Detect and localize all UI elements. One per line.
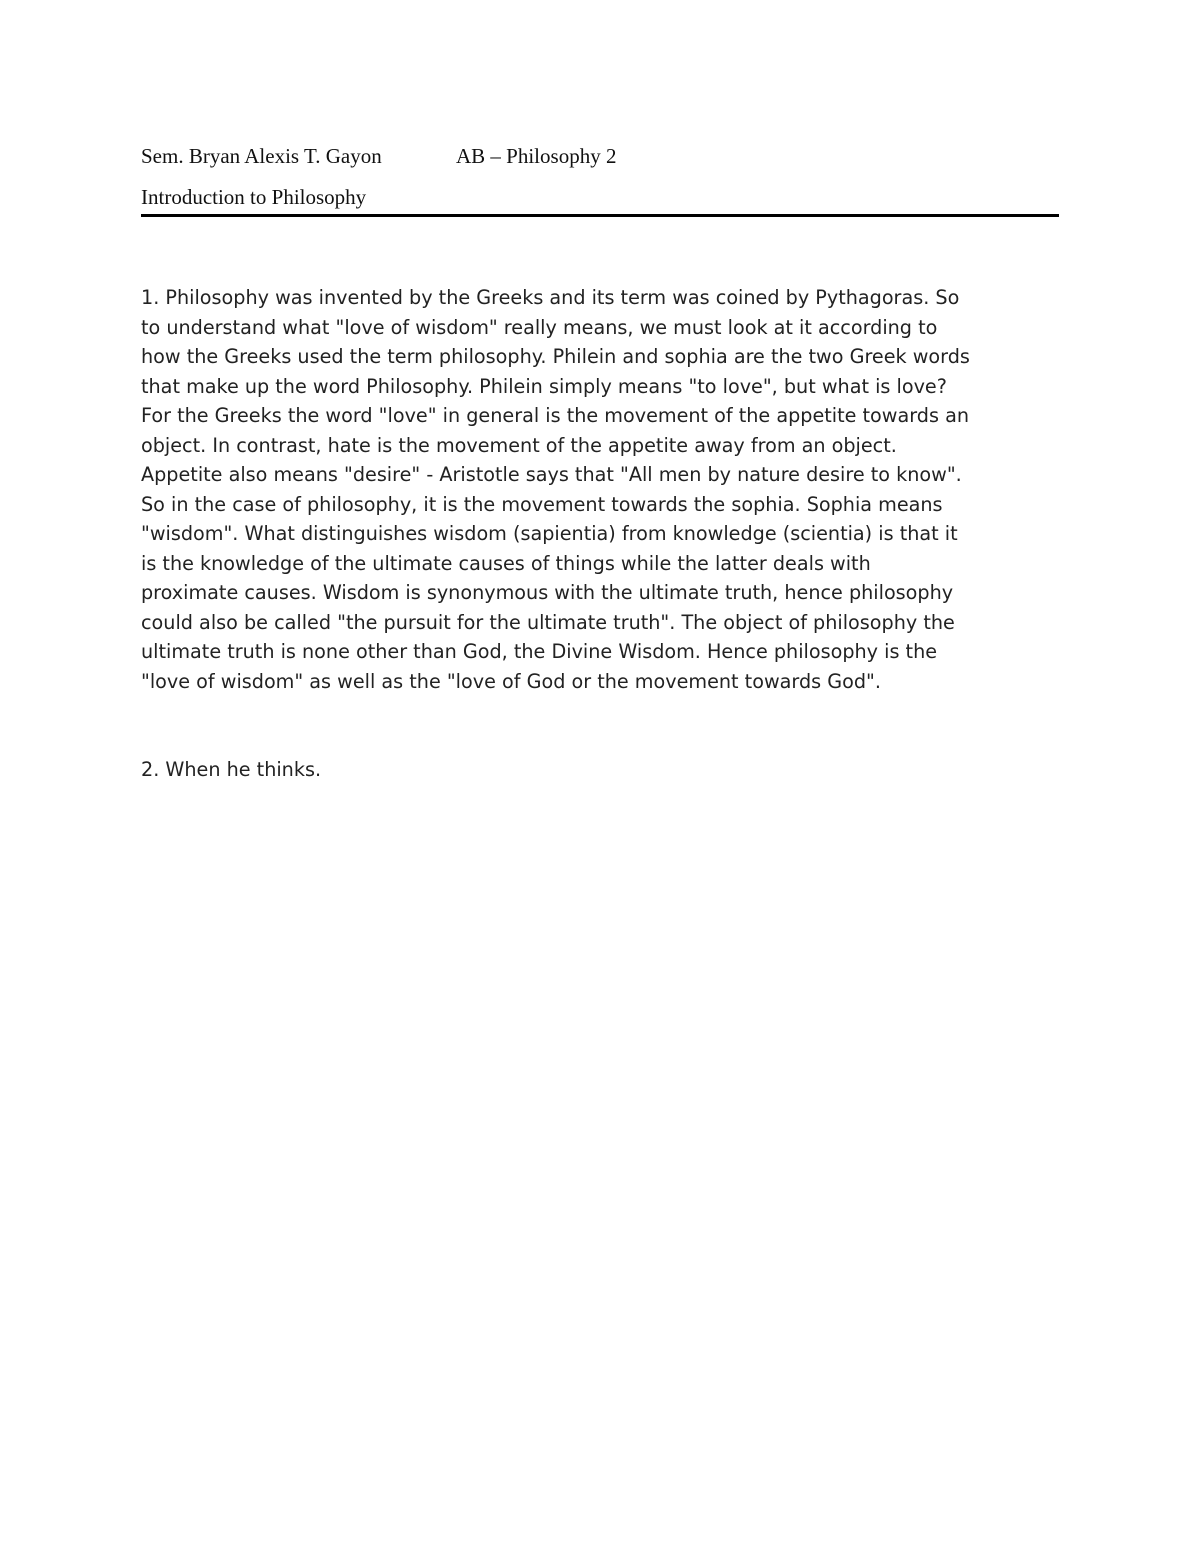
answer-2-paragraph: 2. When he thinks.	[141, 758, 322, 781]
course-label: AB – Philosophy 2	[456, 144, 617, 168]
subject-title: Introduction to Philosophy	[141, 185, 367, 209]
header-line-1	[141, 140, 1059, 174]
header-divider	[141, 214, 1059, 217]
answer-1-paragraph: 1. Philosophy was invented by the Greeks and its term was coined by Pythagoras. So to understand what "love of wisdom" really means, we must look at it according to how the Greeks used the term philosophy. Philein and sophia are the two Greek words that make up the word Philosophy. Philein simply means "to love", but what is love? For the Greeks the word "love" in general is the movement of the appetite towards an object. In contrast, hate is the movement of the appetite away from an object. Appetite also means "desire" - Aristotle says that "All men by nature desire to know". So in the case of philosophy, it is the movement towards the sophia. Sophia means "wisdom". What distinguishes wisdom (sapientia) from knowledge (scientia) is that it is the knowledge of the ultimate causes of things while the latter deals with proximate causes. Wisdom is synonymous with the ultimate truth, hence philosophy could also be called "the pursuit for the ultimate truth". The object of philosophy the ultimate truth is none other than God, the Divine Wisdom. Hence philosophy is the "love of wisdom" as well as the "love of God or the movement towards God".	[141, 286, 970, 693]
document-body	[141, 283, 1071, 785]
student-name: Sem. Bryan Alexis T. Gayon	[141, 144, 382, 168]
document-header	[141, 140, 1059, 210]
